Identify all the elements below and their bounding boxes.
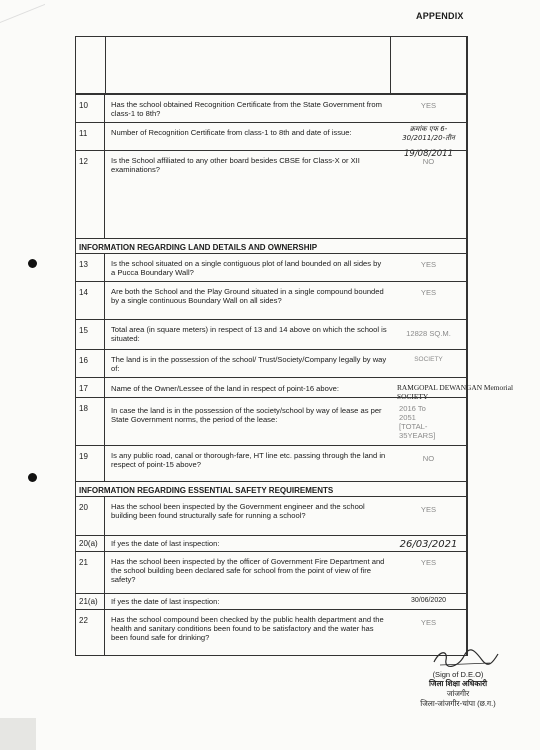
row-answer-handwritten: क्रमांक एफ 6-30/2011/20-तीन	[402, 125, 455, 142]
row-number: 10	[75, 95, 105, 122]
row-question: Has the school compound been checked by the public health department and the health and sanitary conditions been found to be satisfactory and the water has been found safe for drinking?	[111, 615, 384, 642]
row-number: 12	[75, 151, 105, 238]
signature-caption: (Sign of D.E.O)	[432, 670, 484, 679]
table-row	[75, 319, 466, 349]
row-question: Name of the Owner/Lessee of the land in respect of point-16 above:	[111, 384, 339, 393]
row-answer: YES	[420, 505, 437, 514]
lease-end: 2051	[399, 413, 416, 422]
row-question: Number of Recognition Certificate from class-1 to 8th and date of issue:	[111, 128, 352, 137]
stamp-line-3: जिला-जांजगीर-चांपा (छ.ग.)	[420, 699, 496, 708]
owner-type: SOCIETY	[397, 392, 429, 401]
row-number: 20(a)	[75, 536, 105, 551]
page-corner-shadow	[0, 718, 36, 750]
row-question: Are both the School and the Play Ground situated in a single compound bounded by a single continuous Boundary Wall on all sides?	[111, 287, 384, 305]
punch-hole-bottom	[28, 473, 37, 482]
row-question: Has the school been inspected by the officer of Government Fire Department and the school building been declared safe for school from the point of view of fire safety?	[111, 557, 385, 584]
row-answer: YES	[420, 288, 437, 297]
table-row	[75, 150, 466, 238]
paper-fold-mark	[0, 0, 45, 23]
table-row	[75, 551, 466, 593]
row-number: 18	[75, 398, 105, 445]
row-number: 17	[75, 378, 105, 397]
lease-total-years: 35YEARS]	[399, 431, 436, 440]
row-number: 22	[75, 610, 105, 655]
row-question: Has the school obtained Recognition Certificate from the State Government from class-1 to 8th?	[111, 100, 382, 118]
row-answer-block	[391, 398, 466, 440]
row-number: 13	[75, 254, 105, 281]
row-answer: NO	[422, 157, 435, 166]
row-number: 20	[75, 497, 105, 535]
row-question: In case the land is in the possession of the society/school by way of lease as per State Government norms, the period of the lease:	[111, 406, 382, 424]
row-answer-date-handwritten: 19/08/2011	[404, 149, 453, 159]
section-header-safety	[75, 481, 466, 496]
row-number: 21	[75, 552, 105, 593]
owner-name: RAMGOPAL DEWANGAN Memorial	[397, 383, 514, 392]
appendix-heading: APPENDIX	[416, 11, 464, 21]
row-question: The land is in the possession of the school/ Trust/Society/Company legally by way of:	[111, 355, 387, 373]
row-number: 21(a)	[75, 594, 105, 609]
table-row	[75, 496, 466, 535]
row-question: Has the school been inspected by the Government engineer and the school building been found structurally safe for running a school?	[111, 502, 365, 520]
lease-start: 2016 To	[399, 404, 426, 413]
table-row	[75, 593, 466, 609]
section-title: INFORMATION REGARDING ESSENTIAL SAFETY REQUIREMENTS	[79, 486, 334, 495]
row-number: 11	[75, 123, 105, 150]
table-row	[75, 349, 466, 377]
row-question: Is any public road, canal or thorough-fare, HT line etc. passing through the land in respect of point-15 above?	[111, 451, 386, 469]
row-question: Is the School affiliated to any other board besides CBSE for Class-X or XII examinations?	[111, 156, 360, 174]
fire-inspection-date: 30/06/2020	[410, 597, 447, 604]
table-row	[75, 122, 466, 159]
table-row	[75, 535, 466, 551]
row-answer: YES	[420, 558, 437, 567]
inspection-date-handwritten: 26/03/2021	[399, 539, 458, 550]
stamp-line-1: जिला शिक्षा अधिकारी	[428, 679, 488, 688]
table-row	[75, 377, 514, 401]
stamp-line-2: जांजगीर	[446, 689, 470, 698]
table-row	[75, 253, 466, 281]
row-answer: 12828 SQ.M.	[406, 329, 451, 338]
punch-hole-top	[28, 259, 37, 268]
row-question: If yes the date of last inspection:	[111, 539, 220, 548]
row-question: Total area (in square meters) in respect of 13 and 14 above on which the school is situated:	[111, 325, 387, 343]
row-number: 14	[75, 282, 105, 319]
row-number: 16	[75, 350, 105, 377]
table-row	[75, 445, 466, 481]
row-answer: SOCIETY	[414, 356, 443, 363]
table-row-blank	[75, 36, 466, 94]
section-header-land	[75, 238, 466, 253]
table-row	[75, 397, 466, 445]
table-row	[75, 281, 466, 319]
table-row	[75, 94, 466, 122]
row-answer: NO	[422, 454, 435, 463]
row-question: Is the school situated on a single contiguous plot of land bounded on all sides by a Pucca Boundary Wall?	[111, 259, 382, 277]
signature-block	[398, 640, 518, 709]
row-question: If yes the date of last inspection:	[111, 597, 220, 606]
row-number: 19	[75, 446, 105, 481]
table-right-border	[466, 36, 467, 656]
row-answer: YES	[420, 618, 437, 627]
row-number: 15	[75, 320, 105, 349]
row-answer: YES	[420, 101, 437, 110]
lease-total-label: [TOTAL-	[399, 422, 428, 431]
section-title: INFORMATION REGARDING LAND DETAILS AND OWNERSHIP	[79, 243, 318, 252]
row-answer: YES	[420, 260, 437, 269]
